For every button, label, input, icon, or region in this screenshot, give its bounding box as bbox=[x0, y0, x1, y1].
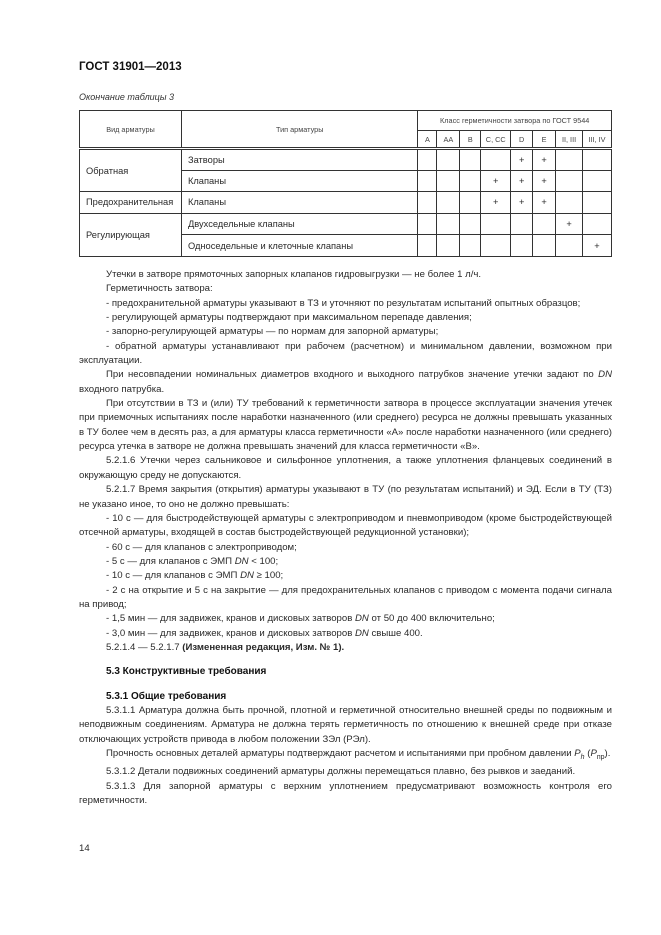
text-run: свыше 400. bbox=[368, 627, 423, 639]
text-run: 5.3.1.3 Для запорной арматуры с верхним уплотнением предусматривают возможность контроля его герметичности. bbox=[79, 780, 612, 806]
type-cell: Двухседельные клапаны bbox=[181, 213, 417, 235]
mark-cell bbox=[460, 149, 481, 171]
paragraph bbox=[79, 454, 612, 483]
paragraph bbox=[79, 569, 612, 583]
text-run: - предохранительной арматуры указывают в ТЗ и уточняют по результатам испытаний опытных образцов; bbox=[106, 297, 581, 309]
text-run: < 100; bbox=[248, 555, 279, 567]
text-run: DN bbox=[354, 613, 369, 625]
mark-cell bbox=[533, 235, 556, 257]
text-run: ≥ 100; bbox=[253, 570, 284, 582]
text-run: DN bbox=[240, 570, 254, 582]
text-run: (Измененная редакция, Изм. № 1). bbox=[182, 641, 345, 653]
section-heading bbox=[79, 665, 612, 679]
paragraph bbox=[79, 311, 612, 325]
mark-cell: + bbox=[481, 170, 511, 192]
type-cell: Односедельные и клеточные клапаны bbox=[181, 235, 417, 257]
text-run: - обратной арматуры устанавливают при рабочем (расчетном) и минимальном давлении, возможном при эксплуатации. bbox=[79, 340, 612, 367]
text-run: - 10 с — для клапанов с ЭМП bbox=[106, 570, 241, 582]
text-run: DN bbox=[598, 369, 612, 381]
text-run: входного патрубка. bbox=[79, 383, 165, 395]
mark-cell bbox=[556, 192, 583, 214]
paragraph bbox=[79, 704, 612, 747]
text-run: 5.3.1.1 Арматура должна быть прочной, плотной и герметичной относительно внешней среды по подвижным и неподвижным соединениям. Арматура не должна терять герметичность по отношению к внешней среде при отказе отключающих устройств привода в любом положении ЗЭл (РЭл). bbox=[79, 704, 612, 745]
paragraph bbox=[79, 325, 612, 339]
text-run: Прочность основных деталей арматуры подтверждают расчетом и испытаниями при пробном давлении bbox=[106, 748, 575, 759]
text-run: - 1,5 мин — для задвижек, кранов и дисковых затворов bbox=[106, 613, 355, 625]
paragraph bbox=[79, 627, 612, 641]
mark-cell bbox=[511, 213, 533, 235]
col-header-kind: Вид арматуры bbox=[80, 111, 182, 149]
paragraph bbox=[79, 397, 612, 454]
text-run: DN bbox=[234, 555, 249, 567]
kind-cell: Предохранительная bbox=[80, 192, 182, 214]
text-run: пр bbox=[596, 753, 605, 761]
mark-cell bbox=[418, 235, 437, 257]
mark-cell bbox=[481, 149, 511, 171]
table-row bbox=[80, 192, 612, 214]
class-header: B bbox=[460, 131, 481, 149]
text-run: 5.3.1.2 Детали подвижных соединений арматуры должны перемещаться плавно, без рывков и заеданий. bbox=[106, 766, 576, 778]
paragraph bbox=[79, 555, 612, 569]
text-run: - 60 с — для клапанов с электроприводом; bbox=[106, 541, 297, 553]
mark-cell bbox=[418, 213, 437, 235]
text-run: - регулирующей арматуры подтверждают при максимальном перепаде давления; bbox=[106, 312, 472, 324]
section-heading bbox=[79, 690, 612, 704]
paragraph bbox=[79, 584, 612, 613]
text-run: При отсутствии в ТЗ и (или) ТУ требований к герметичности затвора в процессе эксплуатации значения утечек при приемочных испытаниях после наработки назначенного (или среднего) ресурса не должны превышать указанных в ТУ более чем в десять раз, а для арматуры класса герметичности «А» после наработки назначенного (или среднего) ресурса утечка в затворе не должна превышать значений для класса герметичности «В». bbox=[79, 398, 612, 453]
text-run: - 10 с — для быстродействующей арматуры с электроприводом и пневмоприводом (кроме быстродействующей отсечной арматуры, входящей в состав быстродействующей редукционной установки); bbox=[79, 512, 612, 539]
text-run: P bbox=[590, 748, 597, 759]
text-run: При несовпадении номинальных диаметров входного и выходного патрубков значение утечки задают по bbox=[106, 369, 599, 381]
table-row bbox=[80, 213, 612, 235]
text-run: 5.2.1.6 Утечки через сальниковое и сильфонное уплотнения, а также уплотнения фланцевых соединений в окружающую среду не допускаются. bbox=[79, 455, 612, 481]
document-body bbox=[79, 268, 612, 808]
mark-cell: + bbox=[556, 213, 583, 235]
mark-cell bbox=[556, 170, 583, 192]
paragraph bbox=[79, 641, 612, 655]
text-run: Утечки в затворе прямоточных запорных клапанов гидровыгрузки — не более 1 л/ч. bbox=[106, 269, 482, 280]
class-header: A bbox=[418, 131, 437, 149]
mark-cell bbox=[481, 235, 511, 257]
class-header: AA bbox=[437, 131, 460, 149]
text-run: Герметичность затвора: bbox=[106, 283, 213, 295]
paragraph bbox=[79, 340, 612, 369]
mark-cell bbox=[460, 213, 481, 235]
mark-cell bbox=[437, 213, 460, 235]
mark-cell bbox=[460, 192, 481, 214]
paragraph bbox=[79, 512, 612, 541]
document-header: ГОСТ 31901—2013 bbox=[79, 61, 182, 73]
paragraph bbox=[79, 747, 612, 765]
mark-cell bbox=[533, 213, 556, 235]
table-row bbox=[80, 149, 612, 171]
mark-cell: + bbox=[511, 192, 533, 214]
table-caption: Окончание таблицы 3 bbox=[79, 92, 174, 102]
text-run: - 3,0 мин — для задвижек, кранов и дисковых затворов bbox=[106, 627, 355, 639]
type-cell: Затворы bbox=[181, 149, 417, 171]
mark-cell bbox=[460, 235, 481, 257]
text-run: 5.3.1 Общие требования bbox=[106, 690, 227, 702]
mark-cell: + bbox=[533, 170, 556, 192]
kind-cell: Регулирующая bbox=[80, 213, 182, 256]
text-run: - 5 с — для клапанов с ЭМП bbox=[106, 555, 235, 567]
text-run: ( bbox=[584, 748, 591, 759]
mark-cell bbox=[437, 235, 460, 257]
page-number: 14 bbox=[79, 843, 90, 854]
paragraph bbox=[79, 483, 612, 512]
paragraph bbox=[79, 612, 612, 626]
mark-cell bbox=[583, 192, 612, 214]
text-run: 5.2.1.7 Время закрытия (открытия) арматуры указывают в ТУ (по результатам испытаний) и ЭД. Если в ТУ (ТЗ) не указано иное, то оно не должно превышать: bbox=[79, 484, 612, 510]
type-cell: Клапаны bbox=[181, 170, 417, 192]
mark-cell: + bbox=[511, 170, 533, 192]
class-header: D bbox=[511, 131, 533, 149]
type-cell: Клапаны bbox=[181, 192, 417, 214]
text-run: DN bbox=[354, 627, 369, 639]
paragraph bbox=[79, 780, 612, 809]
kind-cell: Обратная bbox=[80, 149, 182, 192]
mark-cell bbox=[460, 170, 481, 192]
mark-cell: + bbox=[533, 192, 556, 214]
text-run: от 50 до 400 включительно; bbox=[368, 613, 495, 625]
mark-cell: + bbox=[583, 235, 612, 257]
paragraph bbox=[79, 368, 612, 397]
mark-cell bbox=[418, 149, 437, 171]
mark-cell bbox=[511, 235, 533, 257]
mark-cell bbox=[437, 149, 460, 171]
col-header-type: Тип арматуры bbox=[181, 111, 417, 149]
text-run: P bbox=[574, 748, 581, 759]
text-run: - запорно-регулирующей арматуры — по нормам для запорной арматуры; bbox=[106, 326, 439, 338]
mark-cell: + bbox=[533, 149, 556, 171]
mark-cell: + bbox=[481, 192, 511, 214]
mark-cell bbox=[418, 170, 437, 192]
paragraph bbox=[79, 765, 612, 779]
class-header: E bbox=[533, 131, 556, 149]
mark-cell bbox=[556, 235, 583, 257]
paragraph bbox=[79, 541, 612, 555]
mark-cell bbox=[437, 192, 460, 214]
class-header: C, CC bbox=[481, 131, 511, 149]
text-run: 5.2.1.4 — 5.2.1.7 bbox=[106, 641, 183, 653]
paragraph bbox=[79, 282, 612, 296]
mark-cell: + bbox=[511, 149, 533, 171]
mark-cell bbox=[583, 170, 612, 192]
text-run: h bbox=[580, 753, 585, 761]
leak-class-table bbox=[79, 110, 612, 257]
paragraph bbox=[79, 268, 612, 282]
class-header: II, III bbox=[556, 131, 583, 149]
text-run: ). bbox=[604, 748, 611, 759]
mark-cell bbox=[437, 170, 460, 192]
paragraph bbox=[79, 297, 612, 311]
mark-cell bbox=[583, 213, 612, 235]
mark-cell bbox=[583, 149, 612, 171]
mark-cell bbox=[556, 149, 583, 171]
text-run: - 2 с на открытие и 5 с на закрытие — для предохранительных клапанов с приводом с момента подачи сигнала на привод; bbox=[79, 584, 612, 610]
col-header-class: Класс герметичности затвора по ГОСТ 9544 bbox=[418, 111, 612, 131]
mark-cell bbox=[418, 192, 437, 214]
mark-cell bbox=[481, 213, 511, 235]
class-header: III, IV bbox=[583, 131, 612, 149]
text-run: 5.3 Конструктивные требования bbox=[106, 666, 267, 678]
